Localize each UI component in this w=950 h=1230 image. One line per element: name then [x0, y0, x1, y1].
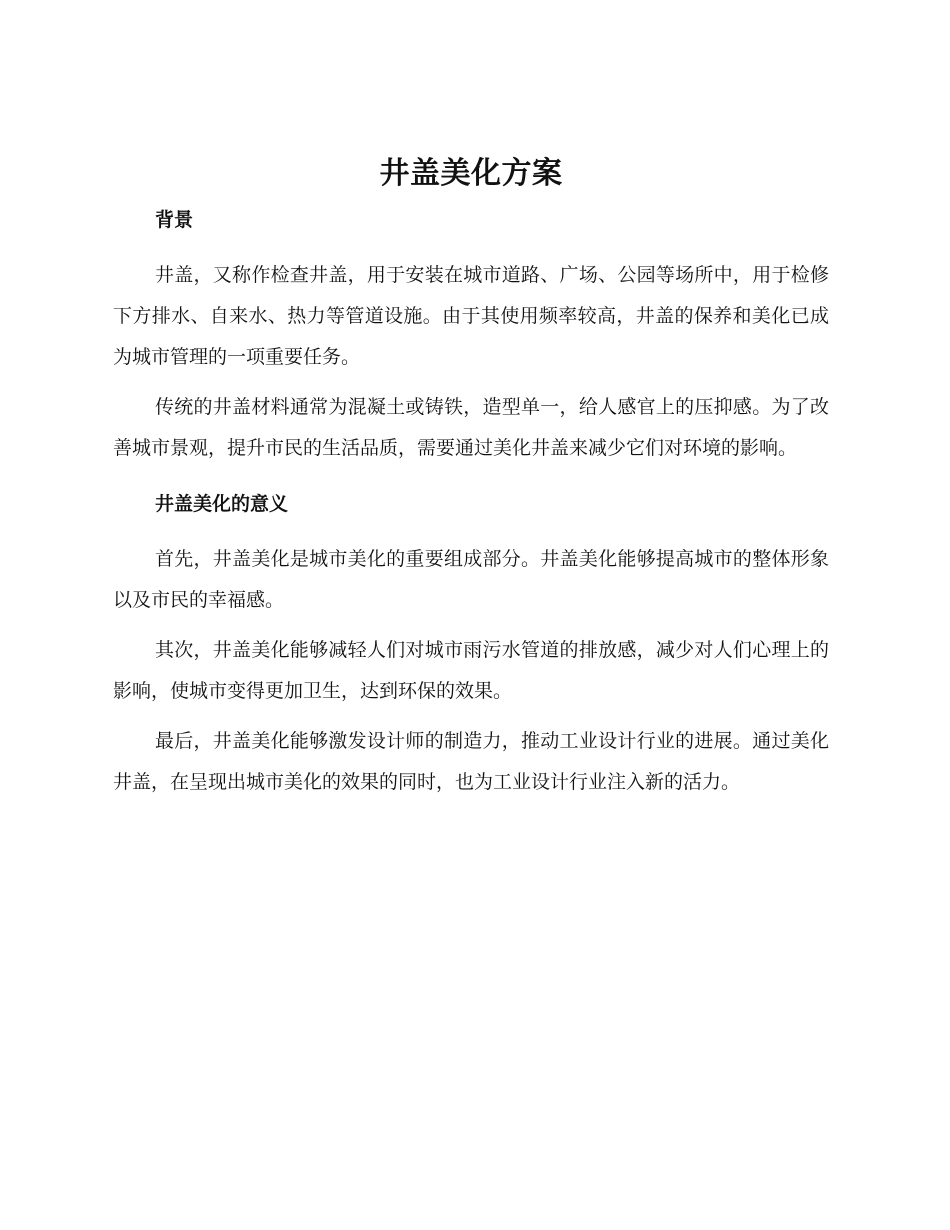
paragraph-background-2: 传统的井盖材料通常为混凝土或铸铁，造型单一，给人感官上的压抑感。为了改善城市景观，提升市民的生活品质，需要通过美化井盖来减少它们对环境的影响。 — [113, 396, 829, 459]
paragraph-significance-2: 其次，井盖美化能够减轻人们对城市雨污水管道的排放感，减少对人们心理上的影响，使城市变得更加卫生，达到环保的效果。 — [113, 639, 829, 702]
document-page — [113, 148, 829, 803]
paragraph-significance-1: 首先，井盖美化是城市美化的重要组成部分。井盖美化能够提高城市的整体形象以及市民的幸福感。 — [113, 548, 829, 611]
document-title: 井盖美化方案 — [379, 156, 563, 191]
paragraph-background-1: 井盖，又称作检查井盖，用于安装在城市道路、广场、公园等场所中，用于检修下方排水、自来水、热力等管道设施。由于其使用频率较高，井盖的保养和美化已成为城市管理的一项重要任务。 — [113, 264, 829, 368]
paragraph-significance-3: 最后，井盖美化能够激发设计师的制造力，推动工业设计行业的进展。通过美化井盖，在呈现出城市美化的效果的同时，也为工业设计行业注入新的活力。 — [113, 730, 829, 793]
section-heading-background: 背景 — [155, 209, 194, 231]
section-heading-significance: 井盖美化的意义 — [155, 493, 289, 515]
